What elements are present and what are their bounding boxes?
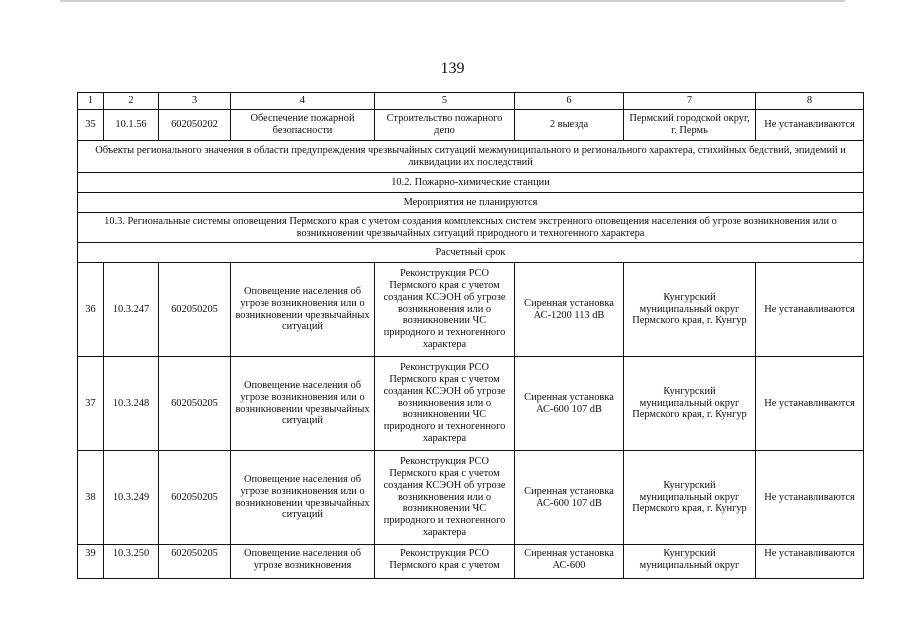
table-row [78, 263, 864, 357]
period-heading: Расчетный срок [78, 243, 864, 263]
column-number: 2 [104, 93, 159, 110]
scan-top-edge [60, 0, 845, 2]
location-cell: Кунгурский муниципальный округ Пермского края, г. Кунгур [624, 451, 756, 545]
purpose-cell: Оповещение населения об угрозе возникновения [231, 545, 375, 579]
row-index: 37 [78, 357, 104, 451]
table-row [78, 357, 864, 451]
classifier-code: 602050205 [159, 545, 231, 579]
column-number: 7 [624, 93, 756, 110]
location-cell: Кунгурский муниципальный округ Пермского края, г. Кунгур [624, 357, 756, 451]
page-number: 139 [440, 60, 465, 77]
zones-cell: Не устанавливаются [756, 451, 864, 545]
table-row [78, 110, 864, 141]
object-name-cell: Строительство пожарного депо [375, 110, 515, 141]
purpose-cell: Оповещение населения об угрозе возникновения или о возникновении чрезвычайных ситуаций [231, 263, 375, 357]
object-name-cell: Реконструкция РСО Пермского края с учетом создания КСЭОН об угрозе возникновения или о возникновении ЧС природного и техногенного характера [375, 263, 515, 357]
row-index: 38 [78, 451, 104, 545]
characteristics-cell: Сиренная установка АС-1200 113 dB [515, 263, 624, 357]
zones-cell: Не устанавливаются [756, 110, 864, 141]
classifier-code: 602050205 [159, 357, 231, 451]
classifier-code: 602050202 [159, 110, 231, 141]
column-number: 1 [78, 93, 104, 110]
object-code: 10.3.247 [104, 263, 159, 357]
column-number: 4 [231, 93, 375, 110]
subsection-row [78, 213, 864, 243]
row-index: 36 [78, 263, 104, 357]
column-number: 6 [515, 93, 624, 110]
zones-cell: Не устанавливаются [756, 357, 864, 451]
object-code: 10.1.56 [104, 110, 159, 141]
row-index: 39 [78, 545, 104, 579]
classifier-code: 602050205 [159, 451, 231, 545]
location-cell: Кунгурский муниципальный округ [624, 545, 756, 579]
column-number: 8 [756, 93, 864, 110]
subsection-heading: 10.3. Региональные системы оповещения Пермского края с учетом создания комплексных систем экстренного оповещения населения об угрозе возникновения или о возникновении чрезвычайных ситуаций природного и техногенного характера [78, 213, 864, 243]
table-row [78, 545, 864, 579]
no-measures-note: Мероприятия не планируются [78, 193, 864, 213]
section-heading: Объекты регионального значения в области предупреждения чрезвычайных ситуаций межмуниципального и регионального характера, стихийных бедствий, эпидемий и ликвидации их последствий [78, 141, 864, 173]
column-number: 3 [159, 93, 231, 110]
object-code: 10.3.250 [104, 545, 159, 579]
purpose-cell: Оповещение населения об угрозе возникновения или о возникновении чрезвычайных ситуаций [231, 451, 375, 545]
zones-cell: Не устанавливаются [756, 263, 864, 357]
zones-cell: Не устанавливаются [756, 545, 864, 579]
row-index: 35 [78, 110, 104, 141]
object-code: 10.3.249 [104, 451, 159, 545]
characteristics-cell: Сиренная установка АС-600 107 dB [515, 451, 624, 545]
period-row [78, 243, 864, 263]
location-cell: Кунгурский муниципальный округ Пермского края, г. Кунгур [624, 263, 756, 357]
table-row [78, 451, 864, 545]
object-name-cell: Реконструкция РСО Пермского края с учетом [375, 545, 515, 579]
purpose-cell: Обеспечение пожарной безопасности [231, 110, 375, 141]
characteristics-cell: Сиренная установка АС-600 [515, 545, 624, 579]
column-number: 5 [375, 93, 515, 110]
object-name-cell: Реконструкция РСО Пермского края с учетом создания КСЭОН об угрозе возникновения или о возникновении ЧС природного и техногенного характера [375, 357, 515, 451]
section-heading-row [78, 141, 864, 173]
subsection-row [78, 173, 864, 193]
column-number-header-row [78, 93, 864, 110]
note-row [78, 193, 864, 213]
location-cell: Пермский городской округ, г. Пермь [624, 110, 756, 141]
object-code: 10.3.248 [104, 357, 159, 451]
characteristics-cell: 2 выезда [515, 110, 624, 141]
classifier-code: 602050205 [159, 263, 231, 357]
characteristics-cell: Сиренная установка АС-600 107 dB [515, 357, 624, 451]
subsection-heading: 10.2. Пожарно-химические станции [78, 173, 864, 193]
object-name-cell: Реконструкция РСО Пермского края с учетом создания КСЭОН об угрозе возникновения или о возникновении ЧС природного и техногенного характера [375, 451, 515, 545]
purpose-cell: Оповещение населения об угрозе возникновения или о возникновении чрезвычайных ситуаций [231, 357, 375, 451]
projects-table [77, 92, 864, 579]
